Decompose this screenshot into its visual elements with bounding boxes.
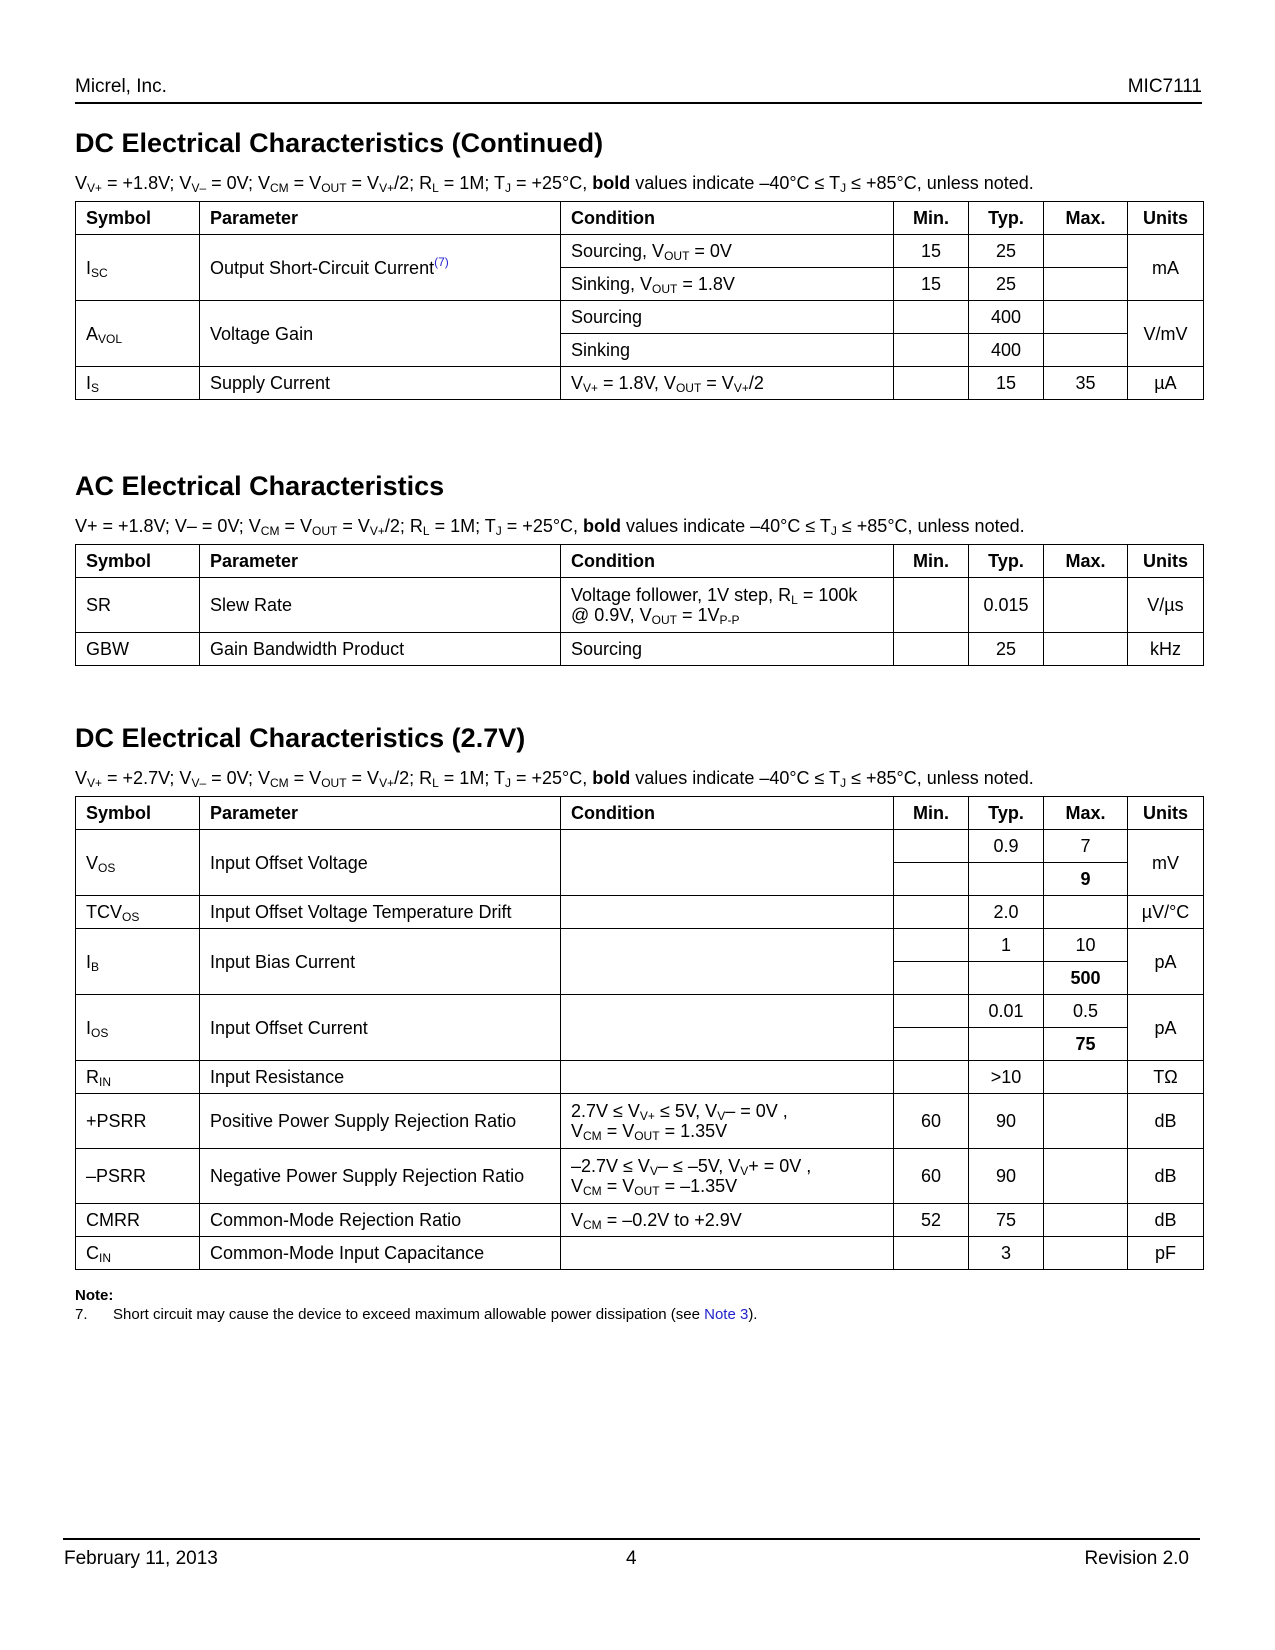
param-ios: Input Offset Current xyxy=(200,995,561,1061)
table-row xyxy=(76,578,1204,633)
table-row xyxy=(76,235,1204,268)
col-symbol: Symbol xyxy=(76,797,200,830)
max-ios-temp: 75 xyxy=(1044,1028,1128,1061)
param-vos: Input Offset Voltage xyxy=(200,830,561,896)
note-3-link[interactable]: Note 3 xyxy=(704,1306,749,1323)
col-typ: Typ. xyxy=(969,797,1044,830)
footer-page-number: 4 xyxy=(626,1548,637,1569)
col-units: Units xyxy=(1128,545,1204,578)
param-cmrr: Common-Mode Rejection Ratio xyxy=(200,1204,561,1237)
col-symbol: Symbol xyxy=(76,202,200,235)
max-ib-temp: 500 xyxy=(1044,962,1128,995)
typ-npsrr: 90 xyxy=(969,1149,1044,1204)
cond-gbw: Sourcing xyxy=(561,633,894,666)
table-row xyxy=(76,929,1204,962)
col-max: Max. xyxy=(1044,797,1128,830)
cond-sr: Voltage follower, 1V step, $R_L = 100k$ @ 0.9V, $V_{OUT} = 1V_{P-P}$ xyxy=(561,578,894,633)
dc27-conditions: $V_{V+} = +2.7V$; $V_{V-} = 0V$; $V_{CM} = V_{OUT} = V_{V+}/2$; $R_L = 1M$; $T_J = +25^\circ C$, bold values indicate $-40^\circ C \le T_J \le +85^\circ C$, unless noted. xyxy=(75,768,1034,790)
units-cin: pF xyxy=(1128,1237,1204,1270)
typ-sr: 0.015 xyxy=(969,578,1044,633)
units-npsrr: dB xyxy=(1128,1149,1204,1204)
table-row xyxy=(76,1237,1204,1270)
typ-avol-sourcing: 400 xyxy=(969,301,1044,334)
cond-avol-sinking: Sinking xyxy=(561,334,894,367)
symbol-cmrr: CMRR xyxy=(76,1204,200,1237)
min-isc-sourcing: 15 xyxy=(894,235,969,268)
col-units: Units xyxy=(1128,202,1204,235)
note-7: 7. Short circuit may cause the device to exceed maximum allowable power dissipation (see Note 3). xyxy=(75,1306,758,1323)
col-parameter: Parameter xyxy=(200,202,561,235)
dc-continued-table xyxy=(75,201,1204,400)
ac-table xyxy=(75,544,1204,666)
table-row xyxy=(76,367,1204,400)
units-vos: mV xyxy=(1128,830,1204,896)
units-cmrr: dB xyxy=(1128,1204,1204,1237)
ac-title: AC Electrical Characteristics xyxy=(75,471,445,501)
max-ib: 10 xyxy=(1044,929,1128,962)
col-condition: Condition xyxy=(561,202,894,235)
typ-ib: 1 xyxy=(969,929,1044,962)
table-header-row xyxy=(76,797,1204,830)
symbol-ios: $I_{OS}$ xyxy=(76,995,200,1061)
dc-continued-title: DC Electrical Characteristics (Continued) xyxy=(75,128,604,158)
max-vos-temp: 9 xyxy=(1044,863,1128,896)
typ-gbw: 25 xyxy=(969,633,1044,666)
typ-cin: 3 xyxy=(969,1237,1044,1270)
symbol-ib: $I_B$ xyxy=(76,929,200,995)
min-ppsrr: 60 xyxy=(894,1094,969,1149)
max-ios: 0.5 xyxy=(1044,995,1128,1028)
table-row xyxy=(76,1204,1204,1237)
table-row xyxy=(76,896,1204,929)
param-gbw: Gain Bandwidth Product xyxy=(200,633,561,666)
header-part-number: MIC7111 xyxy=(1127,76,1202,97)
symbol-tcvos: $TCV_{OS}$ xyxy=(76,896,200,929)
col-condition: Condition xyxy=(561,545,894,578)
footer-rule xyxy=(63,1538,1200,1540)
symbol-rin: $R_{IN}$ xyxy=(76,1061,200,1094)
cond-is: $V_{V+} = 1.8V$, $V_{OUT} = V_{V+}/2$ xyxy=(561,367,894,400)
typ-vos: 0.9 xyxy=(969,830,1044,863)
dc-continued-conditions: $V_{V+} = +1.8V$; $V_{V-} = 0V$; $V_{CM} = V_{OUT} = V_{V+}/2$; $R_L = 1M$; $T_J = +25^\circ C$, bold values indicate $-40^\circ C \le T_J \le +85^\circ C$, unless noted. xyxy=(75,173,1034,195)
units-ppsrr: dB xyxy=(1128,1094,1204,1149)
col-typ: Typ. xyxy=(969,202,1044,235)
cond-avol-sourcing: Sourcing xyxy=(561,301,894,334)
table-row xyxy=(76,830,1204,863)
header-company: Micrel, Inc. xyxy=(75,76,167,97)
table-row xyxy=(76,633,1204,666)
symbol-vos: $V_{OS}$ xyxy=(76,830,200,896)
units-gbw: kHz xyxy=(1128,633,1204,666)
col-symbol: Symbol xyxy=(76,545,200,578)
ac-conditions: V+ = +1.8V; V– = 0V; $V_{CM} = V_{OUT} = V_{V+}/2$; $R_L = 1M$; $T_J = +25^\circ C$, bold values indicate $-40^\circ C \le T_J \le +85^\circ C$, unless noted. xyxy=(75,516,1025,538)
symbol-sr: SR xyxy=(76,578,200,633)
units-rin: TΩ xyxy=(1128,1061,1204,1094)
param-rin: Input Resistance xyxy=(200,1061,561,1094)
col-min: Min. xyxy=(894,797,969,830)
footer-date: February 11, 2013 xyxy=(64,1548,218,1569)
max-vos: 7 xyxy=(1044,830,1128,863)
typ-avol-sinking: 400 xyxy=(969,334,1044,367)
param-npsrr: Negative Power Supply Rejection Ratio xyxy=(200,1149,561,1204)
symbol-cin: $C_{IN}$ xyxy=(76,1237,200,1270)
param-isc: Output Short-Circuit Current$^{(7)}$ xyxy=(200,235,561,301)
dc27-table xyxy=(75,796,1204,1270)
units-ios: pA xyxy=(1128,995,1204,1061)
units-sr: V/µs xyxy=(1128,578,1204,633)
cond-ppsrr: $2.7V \le V_{V+} \le 5V$, $V_V- = 0V$ , $V_{CM} = V_{OUT} = 1.35V$ xyxy=(561,1094,894,1149)
col-parameter: Parameter xyxy=(200,797,561,830)
units-is: µA xyxy=(1128,367,1204,400)
param-ib: Input Bias Current xyxy=(200,929,561,995)
param-is: Supply Current xyxy=(200,367,561,400)
col-min: Min. xyxy=(894,202,969,235)
col-min: Min. xyxy=(894,545,969,578)
col-units: Units xyxy=(1128,797,1204,830)
table-header-row xyxy=(76,545,1204,578)
col-parameter: Parameter xyxy=(200,545,561,578)
symbol-avol: $A_{VOL}$ xyxy=(76,301,200,367)
param-tcvos: Input Offset Voltage Temperature Drift xyxy=(200,896,561,929)
typ-isc-sinking: 25 xyxy=(969,268,1044,301)
cond-isc-sinking: Sinking, $V_{OUT} = 1.8V$ xyxy=(561,268,894,301)
min-isc-sinking: 15 xyxy=(894,268,969,301)
col-condition: Condition xyxy=(561,797,894,830)
typ-ppsrr: 90 xyxy=(969,1094,1044,1149)
cond-cmrr: $V_{CM} = -0.2V$ to +2.9V xyxy=(561,1204,894,1237)
cond-npsrr: $-2.7V \le V_V- \le -5V$, $V_V+ = 0V$ , $V_{CM} = V_{OUT} = -1.35V$ xyxy=(561,1149,894,1204)
table-row xyxy=(76,301,1204,334)
cond-isc-sourcing: Sourcing, $V_{OUT} = 0V$ xyxy=(561,235,894,268)
header-rule xyxy=(75,102,1202,104)
typ-tcvos: 2.0 xyxy=(969,896,1044,929)
units-ib: pA xyxy=(1128,929,1204,995)
table-row xyxy=(76,1061,1204,1094)
table-row xyxy=(76,995,1204,1028)
footer-revision: Revision 2.0 xyxy=(1084,1548,1189,1569)
param-ppsrr: Positive Power Supply Rejection Ratio xyxy=(200,1094,561,1149)
table-row xyxy=(76,1149,1204,1204)
param-sr: Slew Rate xyxy=(200,578,561,633)
dc27-title: DC Electrical Characteristics (2.7V) xyxy=(75,723,526,753)
param-avol: Voltage Gain xyxy=(200,301,561,367)
symbol-npsrr: –PSRR xyxy=(76,1149,200,1204)
min-cmrr: 52 xyxy=(894,1204,969,1237)
param-cin: Common-Mode Input Capacitance xyxy=(200,1237,561,1270)
typ-cmrr: 75 xyxy=(969,1204,1044,1237)
units-tcvos: µV/°C xyxy=(1128,896,1204,929)
typ-is: 15 xyxy=(969,367,1044,400)
units-isc: mA xyxy=(1128,235,1204,301)
table-header-row xyxy=(76,202,1204,235)
units-avol: V/mV xyxy=(1128,301,1204,367)
symbol-is: $I_S$ xyxy=(76,367,200,400)
table-row xyxy=(76,1094,1204,1149)
note-7-ref[interactable]: (7) xyxy=(434,254,449,269)
typ-rin: >10 xyxy=(969,1061,1044,1094)
col-max: Max. xyxy=(1044,202,1128,235)
col-typ: Typ. xyxy=(969,545,1044,578)
typ-ios: 0.01 xyxy=(969,995,1044,1028)
col-max: Max. xyxy=(1044,545,1128,578)
symbol-ppsrr: +PSRR xyxy=(76,1094,200,1149)
min-npsrr: 60 xyxy=(894,1149,969,1204)
symbol-gbw: GBW xyxy=(76,633,200,666)
max-is: 35 xyxy=(1044,367,1128,400)
typ-isc-sourcing: 25 xyxy=(969,235,1044,268)
symbol-isc: $I_{SC}$ xyxy=(76,235,200,301)
note-title: Note: xyxy=(75,1287,114,1304)
